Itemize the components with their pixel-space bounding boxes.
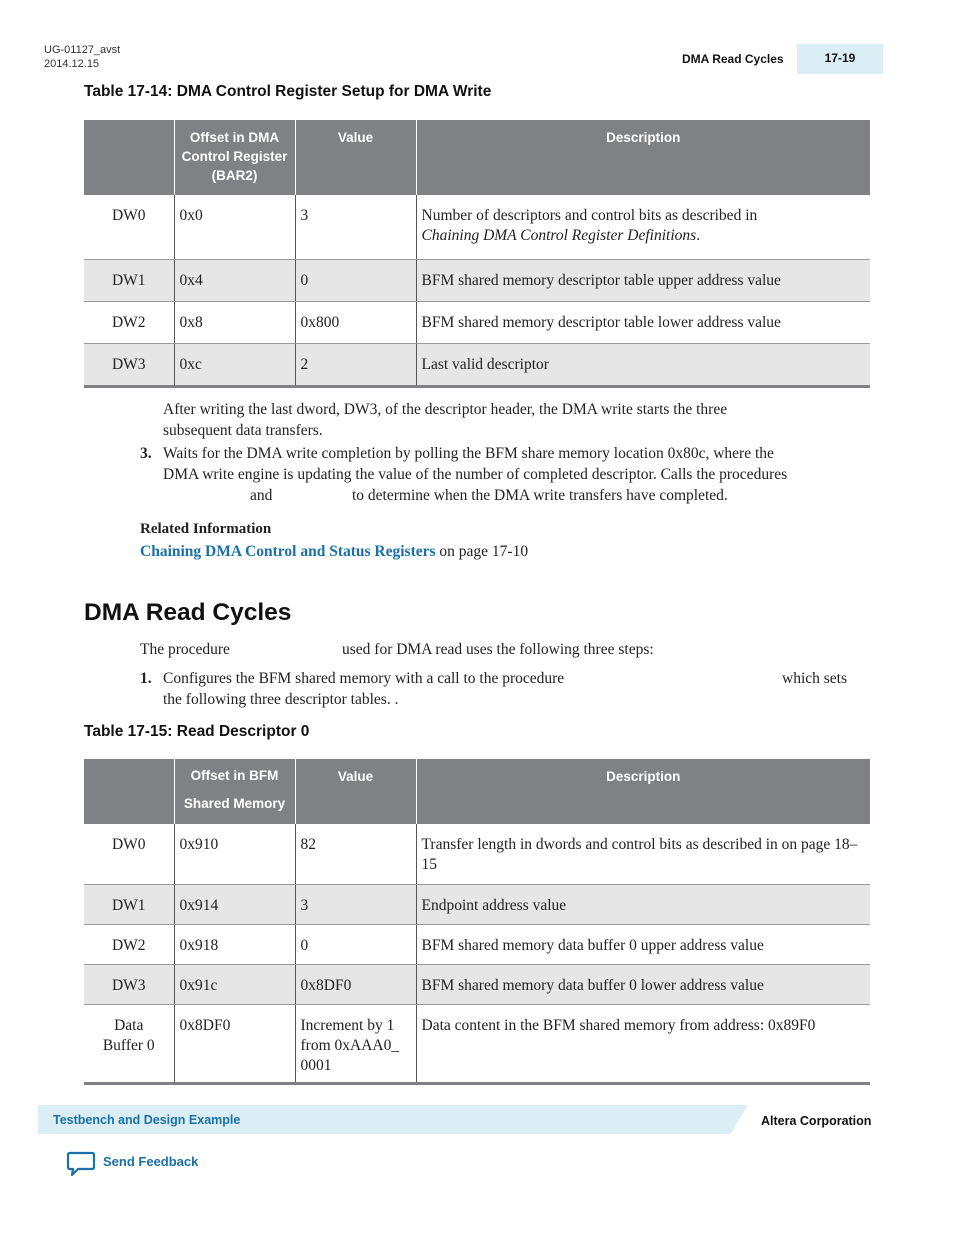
cell-value: 3	[295, 884, 416, 924]
table-row	[84, 924, 870, 964]
cell-dw: DW1	[84, 259, 174, 301]
table-row	[84, 301, 870, 343]
cell-offset: 0x918	[174, 924, 295, 964]
doc-date: 2014.12.15	[44, 58, 100, 70]
step-line: Waits for the DMA write completion by polling the BFM share memory location 0x80c, where the	[163, 445, 774, 462]
document-id	[44, 43, 120, 71]
section-heading: DMA Read Cycles	[84, 599, 292, 626]
table2-caption: Table 17-15: Read Descriptor 0	[84, 723, 310, 740]
step-line	[163, 485, 787, 506]
footer-document-title: Testbench and Design Example	[53, 1113, 241, 1127]
step3-text	[163, 443, 787, 506]
related-information-title: Related Information	[140, 521, 272, 537]
send-feedback-link[interactable]: Send Feedback	[103, 1154, 199, 1169]
cell-description: BFM shared memory descriptor table upper address value	[416, 259, 870, 301]
desc-text: Number of descriptors and control bits as described in	[421, 207, 758, 224]
step-line	[163, 668, 863, 689]
table1-header-description: Description	[416, 120, 870, 195]
step-line: DMA write engine is updating the value of the number of completed descriptor. Calls the procedures	[163, 466, 788, 483]
table2-header-description: Description	[416, 759, 870, 824]
cell-value: Increment by 1 from 0xAAA0_ 0001	[295, 1004, 416, 1083]
cell-description: Last valid descriptor	[416, 343, 870, 386]
cell-description: BFM shared memory data buffer 0 lower address value	[416, 964, 870, 1004]
related-link-line	[140, 543, 528, 561]
table2-header-value: Value	[295, 759, 416, 824]
table-row	[84, 884, 870, 924]
table1-header-blank	[84, 120, 174, 195]
step-text-and: and	[250, 487, 273, 504]
cell-description	[416, 195, 870, 259]
intro-text-a: The procedure	[140, 641, 230, 658]
step-line: the following three descriptor tables. .	[163, 691, 399, 708]
cell-value: 0	[295, 259, 416, 301]
table-row	[84, 824, 870, 884]
header-section-title: DMA Read Cycles	[682, 52, 784, 66]
section-intro	[140, 639, 654, 660]
header-page-number: 17-19	[797, 44, 883, 74]
desc-reference: Chaining DMA Control Register Definitions	[421, 227, 697, 244]
cell-dw: DW2	[84, 924, 174, 964]
cell-dw: DW0	[84, 195, 174, 259]
para-line: After writing the last dword, DW3, of the descriptor header, the DMA write starts the three	[163, 401, 728, 418]
step-text-tail: to determine when the DMA write transfers have completed.	[352, 487, 728, 504]
related-link[interactable]: Chaining DMA Control and Status Registers	[140, 543, 436, 560]
cell-offset: 0x8DF0	[174, 1004, 295, 1083]
cell-dw: DW0	[84, 824, 174, 884]
table1-dma-control-register	[84, 120, 870, 388]
cell-offset: 0xc	[174, 343, 295, 386]
step-text-b: which sets	[782, 670, 848, 687]
table-row	[84, 343, 870, 386]
cell-value: 0x800	[295, 301, 416, 343]
doc-number: UG-01127_avst	[44, 44, 121, 56]
table1-header-offset: Offset in DMA Control Register (BAR2)	[174, 120, 295, 195]
step-number: 1.	[140, 670, 152, 687]
cell-value: 82	[295, 824, 416, 884]
table2-read-descriptor	[84, 759, 870, 1085]
table-row	[84, 195, 870, 259]
table2-header-blank	[84, 759, 174, 824]
step-text-a: Configures the BFM shared memory with a call to the procedure	[163, 670, 565, 687]
cell-value: 2	[295, 343, 416, 386]
table-row	[84, 1004, 870, 1083]
table1-caption: Table 17-14: DMA Control Register Setup for DMA Write	[84, 83, 492, 100]
cell-value: 0x8DF0	[295, 964, 416, 1004]
feedback-speech-bubble-icon[interactable]	[66, 1151, 96, 1177]
cell-description: Data content in the BFM shared memory from address: 0x89F0	[416, 1004, 870, 1083]
cell-description: BFM shared memory data buffer 0 upper address value	[416, 924, 870, 964]
cell-offset: 0x914	[174, 884, 295, 924]
step1-text	[163, 668, 863, 710]
step-number: 3.	[140, 445, 152, 462]
para-line: subsequent data transfers.	[163, 422, 323, 439]
cell-offset: 0x910	[174, 824, 295, 884]
cell-description: Transfer length in dwords and control bits as described in on page 18–15	[416, 824, 870, 884]
cell-dw: DW2	[84, 301, 174, 343]
cell-description: BFM shared memory descriptor table lower address value	[416, 301, 870, 343]
cell-dw: DW1	[84, 884, 174, 924]
cell-offset: 0x8	[174, 301, 295, 343]
table2-header-row	[84, 759, 870, 824]
cell-dw: DW3	[84, 343, 174, 386]
cell-dw: DW3	[84, 964, 174, 1004]
related-link-suffix: on page 17-10	[435, 543, 529, 560]
paragraph-after-descriptor	[163, 399, 727, 441]
desc-tail: .	[696, 227, 701, 244]
cell-description: Endpoint address value	[416, 884, 870, 924]
table2-header-offset: Offset in BFM Shared Memory	[174, 759, 295, 824]
footer-company: Altera Corporation	[761, 1114, 872, 1128]
table-row	[84, 259, 870, 301]
intro-text-b: used for DMA read uses the following three steps:	[342, 641, 654, 658]
cell-value: 0	[295, 924, 416, 964]
table1-header-row	[84, 120, 870, 195]
cell-dw: Data Buffer 0	[84, 1004, 174, 1083]
table-row	[84, 964, 870, 1004]
table1-header-value: Value	[295, 120, 416, 195]
cell-offset: 0x4	[174, 259, 295, 301]
cell-offset: 0x0	[174, 195, 295, 259]
cell-offset: 0x91c	[174, 964, 295, 1004]
cell-value: 3	[295, 195, 416, 259]
